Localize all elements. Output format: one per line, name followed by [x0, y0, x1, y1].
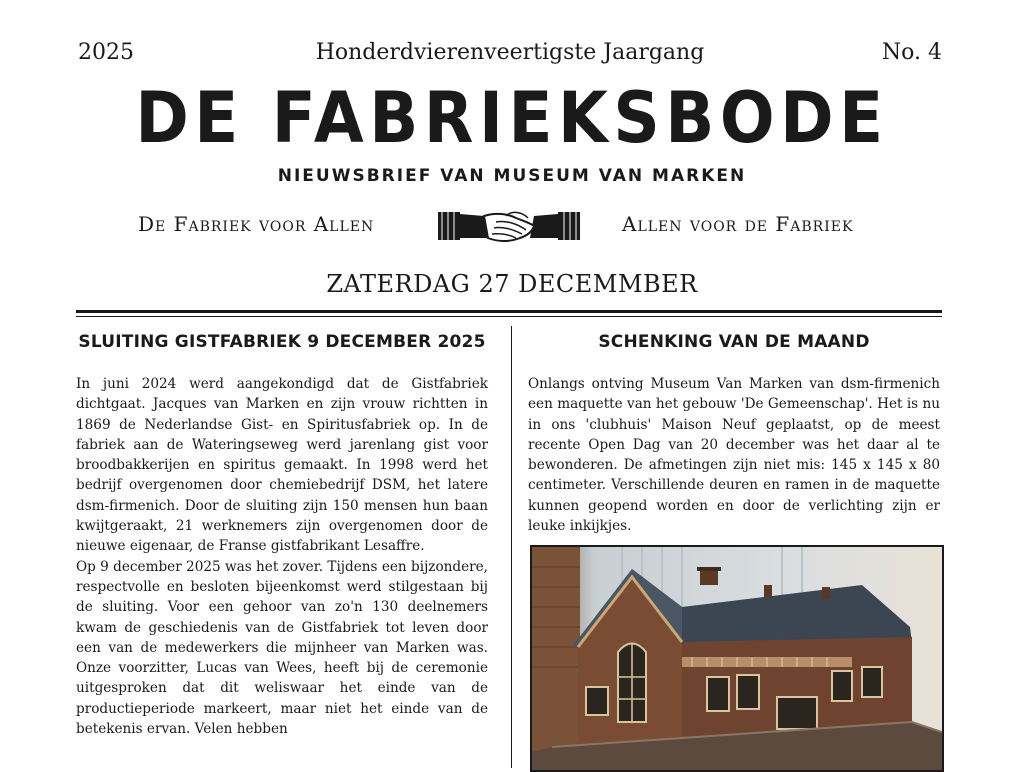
- article-sluiting-gistfabriek: [76, 330, 488, 739]
- issue-number: No. 4: [881, 40, 942, 65]
- newspaper-masthead: DE FABRIEKSBODE: [135, 77, 889, 159]
- issue-date: ZATERDAG 27 DECEMMBER: [326, 270, 698, 298]
- issue-year: 2025: [78, 40, 134, 65]
- handshake-icon: [436, 204, 582, 248]
- issue-info-row: [78, 40, 942, 70]
- maquette-illustration: [532, 547, 942, 770]
- article-paragraph: Op 9 december 2025 was het zover. Tijdens een bijzondere, respectvolle en besloten bijeenkomst werd stilgestaan bij de sluiting. Voor een gehoor van zo'n 130 deelnemers kwam de geschiedenis van de Gistfabriek tot leven door een van de medewerkers die mijnheer van Marken was. Onze voorzitter, Lucas van Wees, heeft bij de ceremonie uitgesproken dat dit weliswaar het einde van de productieperiode markeert, maar niet het einde van de betekenis ervan. Velen hebben: [76, 558, 488, 738]
- article-title: SCHENKING VAN DE MAAND: [598, 332, 870, 352]
- maquette-photo: [530, 545, 944, 772]
- article-body: [76, 374, 488, 739]
- motto-left: De Fabriek voor Allen: [138, 212, 375, 236]
- header-rule-thin: [76, 316, 942, 317]
- header-rule: [76, 310, 942, 313]
- article-title: SLUITING GISTFABRIEK 9 DECEMBER 2025: [78, 332, 486, 352]
- article-paragraph: In juni 2024 werd aangekondigd dat de Gistfabriek dichtgaat. Jacques van Marken en zijn vrouw richtten in 1869 de Nederlandse Gist- en Spiritusfabriek op. In de fabriek aan de Wateringseweg werd jarenlang gist voor broodbakkerijen en spiritus gemaakt. In 1998 werd het bedrijf overgenomen door chemiebedrijf DSM, het latere dsm-firmenich. Door de sluiting zijn 150 mensen hun baan kwijtgeraakt, 21 werknemers zijn overgenomen door de nieuwe eigenaar, de Franse gistfabrikant Lesaffre.: [76, 376, 488, 555]
- motto-right: Allen voor de Fabriek: [622, 212, 854, 236]
- column-divider: [511, 326, 512, 768]
- article-paragraph: Onlangs ontving Museum Van Marken van dsm-firmenich een maquette van het gebouw 'De Gemeenschap'. Het is nu in ons 'clubhuis' Maison Neuf geplaatst, op de meest recente Open Dag van 20 december was het daar al te bewonderen. De afmetingen zijn niet mis: 145 x 145 x 80 centimeter. Verschillende deuren en ramen in de maquette kunnen geopend worden en door de verlichting zijn er leuke inkijkjes.: [528, 376, 940, 535]
- volume-label: Honderdvierenveertigste Jaargang: [315, 40, 705, 65]
- article-body: [528, 374, 940, 536]
- article-schenking: [528, 330, 940, 536]
- newsletter-subtitle: NIEUWSBRIEF VAN MUSEUM VAN MARKEN: [277, 166, 747, 186]
